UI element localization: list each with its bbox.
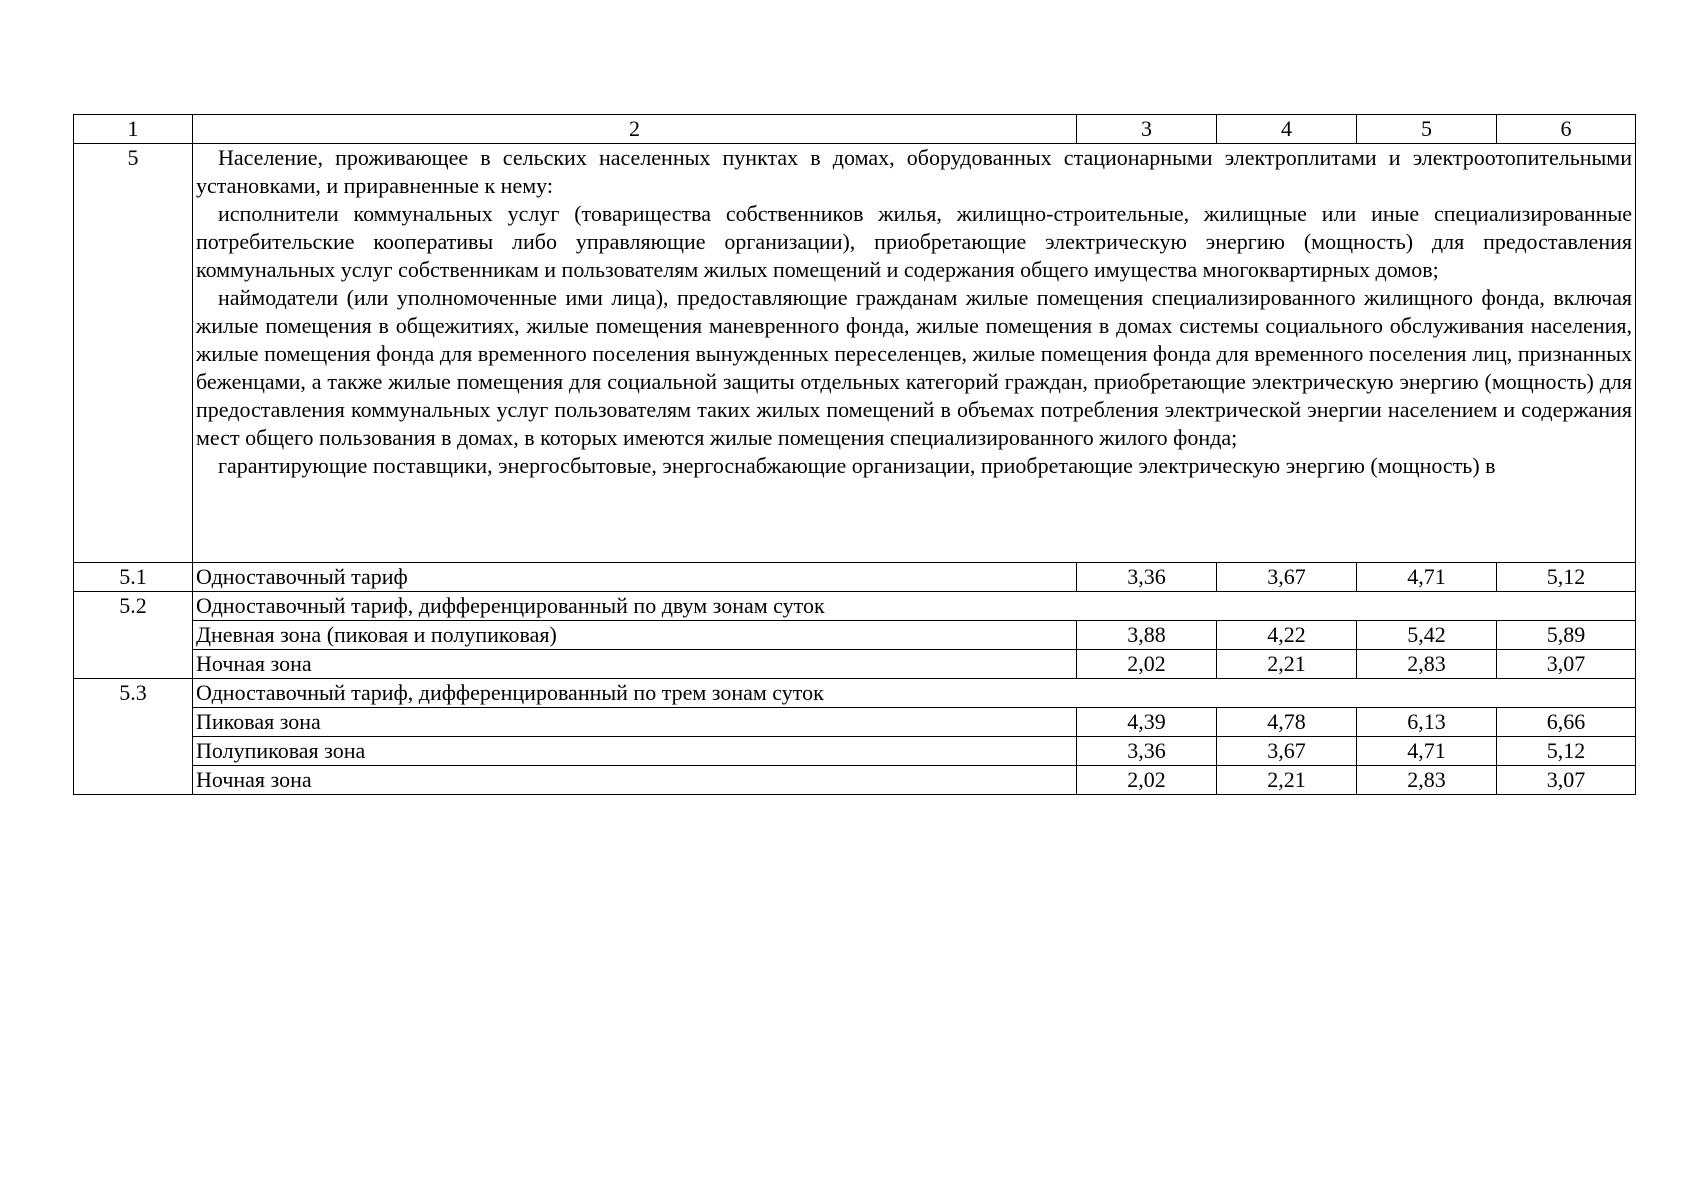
tariff-value: 2,21 xyxy=(1217,766,1357,795)
description-paragraph: наймодатели (или уполномоченные ими лица), предоставляющие гражданам жилые помещения специализированного жилищного фонда, включая жилые помещения в общежитиях, жилые помещения маневренного фонда, жилые помещения в домах системы социального обслуживания населения, жилые помещения фонда для временного поселения вынужденных переселенцев, жилые помещения фонда для временного поселения лиц, признанных беженцами, а также жилые помещения для социальной защиты отдельных категорий граждан, приобретающие электрическую энергию (мощность) для предоставления коммунальных услуг пользователям таких жилых помещений в объемах потребления электрической энергии населением и содержания мест общего пользования в домах, в которых имеются жилые помещения специализированного жилого фонда; xyxy=(196,285,1632,450)
tariff-value: 4,22 xyxy=(1217,621,1357,650)
column-number-row xyxy=(74,115,1636,144)
table-row xyxy=(74,766,1636,795)
table-row xyxy=(74,708,1636,737)
tariff-value: 3,36 xyxy=(1077,563,1217,592)
tariff-value: 3,67 xyxy=(1217,563,1357,592)
column-number: 2 xyxy=(193,115,1077,144)
description-paragraph: Население, проживающее в сельских населенных пунктах в домах, оборудованных стационарными электроплитами и электроотопительными установками, и приравненные к нему: xyxy=(196,145,1632,198)
row-code: 5 xyxy=(74,144,193,563)
tariff-value: 3,07 xyxy=(1497,766,1636,795)
tariff-label: Полупиковая зона xyxy=(193,737,1077,766)
table-row xyxy=(74,650,1636,679)
column-number: 1 xyxy=(74,115,193,144)
table-row xyxy=(74,621,1636,650)
tariff-value: 6,13 xyxy=(1357,708,1497,737)
column-number: 3 xyxy=(1077,115,1217,144)
row-code: 5.1 xyxy=(74,563,193,592)
row-code: 5.2 xyxy=(74,592,193,679)
column-number: 4 xyxy=(1217,115,1357,144)
tariff-value: 5,89 xyxy=(1497,621,1636,650)
tariff-value: 6,66 xyxy=(1497,708,1636,737)
tariff-value: 5,12 xyxy=(1497,737,1636,766)
tariff-value: 3,88 xyxy=(1077,621,1217,650)
tariff-value: 5,12 xyxy=(1497,563,1636,592)
tariff-label: Дневная зона (пиковая и полупиковая) xyxy=(193,621,1077,650)
tariff-value: 2,21 xyxy=(1217,650,1357,679)
group-title-row xyxy=(74,679,1636,708)
tariff-value: 3,07 xyxy=(1497,650,1636,679)
tariff-label: Ночная зона xyxy=(193,766,1077,795)
tariff-value: 2,83 xyxy=(1357,766,1497,795)
tariff-value: 2,83 xyxy=(1357,650,1497,679)
table-row xyxy=(74,563,1636,592)
table-row xyxy=(74,737,1636,766)
group-title: Одноставочный тариф, дифференцированный по трем зонам суток xyxy=(193,679,1636,708)
tariff-label: Ночная зона xyxy=(193,650,1077,679)
section-description xyxy=(193,144,1636,563)
tariff-value: 4,71 xyxy=(1357,563,1497,592)
tariff-value: 3,36 xyxy=(1077,737,1217,766)
column-number: 6 xyxy=(1497,115,1636,144)
tariff-label: Пиковая зона xyxy=(193,708,1077,737)
tariff-value: 3,67 xyxy=(1217,737,1357,766)
tariff-value: 2,02 xyxy=(1077,650,1217,679)
tariff-value: 4,71 xyxy=(1357,737,1497,766)
tariff-table xyxy=(73,114,1636,795)
group-title: Одноставочный тариф, дифференцированный по двум зонам суток xyxy=(193,592,1636,621)
section-5-row xyxy=(74,144,1636,563)
column-number: 5 xyxy=(1357,115,1497,144)
description-paragraph: гарантирующие поставщики, энергосбытовые, энергоснабжающие организации, приобретающие электрическую энергию (мощность) в xyxy=(218,453,1496,478)
tariff-value: 4,39 xyxy=(1077,708,1217,737)
tariff-value: 5,42 xyxy=(1357,621,1497,650)
tariff-value: 4,78 xyxy=(1217,708,1357,737)
description-paragraph: исполнители коммунальных услуг (товарищества собственников жилья, жилищно-строительные, жилищные или иные специализированные потребительские кооперативы либо управляющие организации), приобретающие электрическую энергию (мощность) для предоставления коммунальных услуг собственникам и пользователям жилых помещений и содержания общего имущества многоквартирных домов; xyxy=(196,201,1632,282)
tariff-label: Одноставочный тариф xyxy=(193,563,1077,592)
row-code: 5.3 xyxy=(74,679,193,795)
group-title-row xyxy=(74,592,1636,621)
tariff-value: 2,02 xyxy=(1077,766,1217,795)
